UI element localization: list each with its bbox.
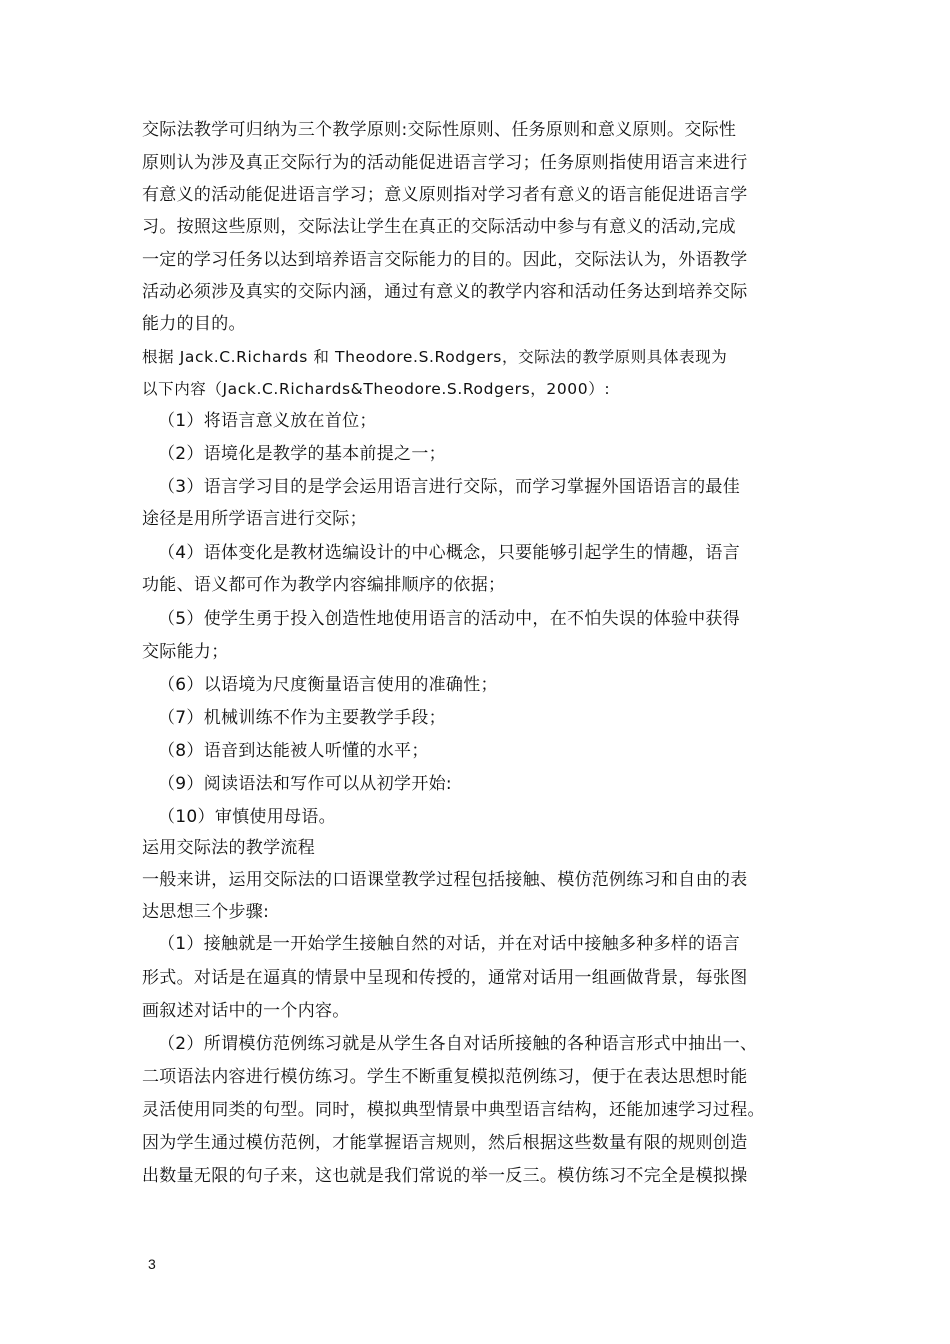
step-line: 画叙述对话中的一个内容。 [142, 1001, 350, 1021]
paragraph-line: 一般来讲，运用交际法的口语课堂教学过程包括接触、模仿范例练习和自由的表 [142, 870, 748, 890]
step-line: 二项语法内容进行模仿练习。学生不断重复模拟范例练习，便于在表达思想时能 [142, 1067, 748, 1087]
citation-line: 以下内容（Jack.C.Richards&Theodore.S.Rodgers，2000）: [142, 380, 611, 398]
principle-item-continued: 功能、语义都可作为教学内容编排顺序的依据； [142, 575, 506, 595]
step-line: 形式。对话是在逼真的情景中呈现和传授的，通常对话用一组画做背景，每张图 [142, 968, 748, 988]
page-number: 3 [148, 1256, 156, 1272]
principle-item: （7）机械训练不作为主要教学手段； [158, 708, 446, 728]
step-line: （1）接触就是一开始学生接触自然的对话，并在对话中接触多种多样的语言 [158, 934, 741, 954]
paragraph-line: 达思想三个步骤: [142, 902, 270, 922]
paragraph-line: 原则认为涉及真正交际行为的活动能促进语言学习；任务原则指使用语言来进行 [142, 153, 748, 173]
principle-item: （2）语境化是教学的基本前提之一； [158, 444, 446, 464]
step-line: （2）所谓模仿范例练习就是从学生各自对话所接触的各种语言形式中抽出一、 [158, 1034, 758, 1054]
citation-line: 根据 Jack.C.Richards 和 Theodore.S.Rodgers，交际法的教学原则具体表现为 [142, 348, 728, 366]
paragraph-line: 交际法教学可归纳为三个教学原则:交际性原则、任务原则和意义原则。交际性 [142, 120, 737, 140]
paragraph-line: 有意义的活动能促进语言学习；意义原则指对学习者有意义的语言能促进语言学 [142, 185, 748, 205]
principle-item: （10）审慎使用母语。 [158, 807, 336, 827]
paragraph-line: 一定的学习任务以达到培养语言交际能力的目的。因此，交际法认为，外语教学 [142, 250, 748, 270]
principle-item-continued: 途径是用所学语言进行交际； [142, 509, 367, 529]
section-heading: 运用交际法的教学流程 [142, 838, 315, 858]
paragraph-line: 活动必须涉及真实的交际内涵，通过有意义的教学内容和活动任务达到培养交际 [142, 282, 748, 302]
principle-item: （3）语言学习目的是学会运用语言进行交际，而学习掌握外国语语言的最佳 [158, 477, 741, 497]
step-line: 灵活使用同类的句型。同时，模拟典型情景中典型语言结构，还能加速学习过程。 [142, 1100, 765, 1120]
principle-item: （8）语音到达能被人听懂的水平； [158, 741, 429, 761]
principle-item: （5）使学生勇于投入创造性地使用语言的活动中，在不怕失误的体验中获得 [158, 609, 741, 629]
step-line: 因为学生通过模仿范例，才能掌握语言规则，然后根据这些数量有限的规则创造 [142, 1133, 748, 1153]
principle-item: （9）阅读语法和写作可以从初学开始: [158, 774, 452, 794]
principle-item: （4）语体变化是教材选编设计的中心概念，只要能够引起学生的情趣，语言 [158, 543, 741, 563]
principle-item: （1）将语言意义放在首位； [158, 411, 377, 431]
principle-item-continued: 交际能力； [142, 642, 229, 662]
paragraph-line: 能力的目的。 [142, 314, 246, 334]
step-line: 出数量无限的句子来，这也就是我们常说的举一反三。模仿练习不完全是模拟操 [142, 1166, 748, 1186]
principle-item: （6）以语境为尺度衡量语言使用的准确性； [158, 675, 498, 695]
paragraph-line: 习。按照这些原则，交际法让学生在真正的交际活动中参与有意义的活动,完成 [142, 217, 736, 237]
